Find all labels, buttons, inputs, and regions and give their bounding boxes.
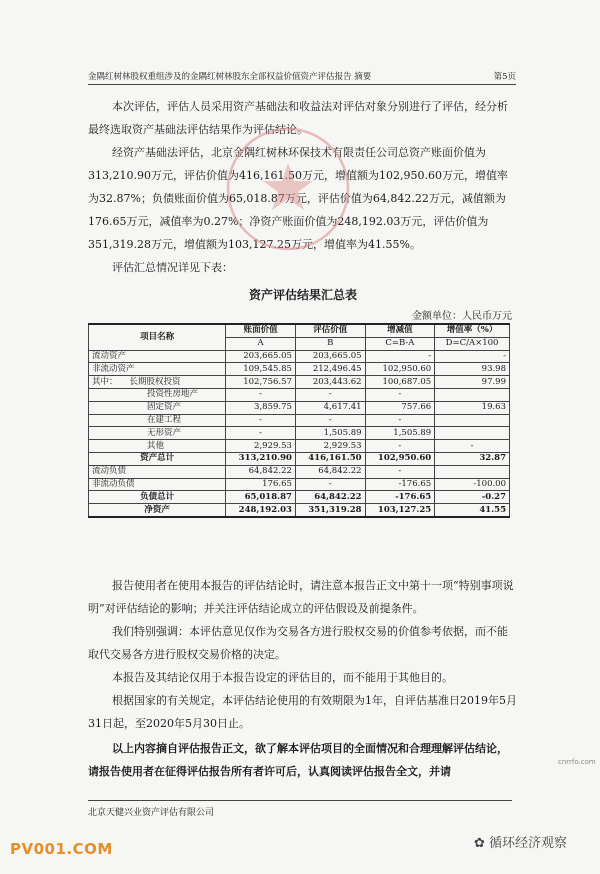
cell-b: 351,319.28 <box>295 504 365 517</box>
header-change-rate: 增值率（%） <box>435 324 510 337</box>
cell-a: 64,842.22 <box>226 465 296 478</box>
cell-d: 32.87 <box>435 452 510 465</box>
subheader-c: C=B-A <box>365 337 435 350</box>
cell-c: 102,950.60 <box>365 452 435 465</box>
cell-a: 176.65 <box>226 478 296 491</box>
header-title: 金隅红树林股权重组涉及的金隅红树林股东全部权益价值资产评估报告 摘要 <box>88 72 372 82</box>
table-row <box>89 504 510 517</box>
cell-a: 248,192.03 <box>226 504 296 517</box>
table-row <box>89 427 510 440</box>
paragraph-validity: 根据国家的有关规定，本评估结论使用的有效期限为1年，自评估基准日2019年5月31日起，至2020年5月30日止。 <box>88 694 517 730</box>
header-book-value: 账面价值 <box>226 324 296 337</box>
cell-d: - <box>435 440 510 453</box>
row-name: 资产总计 <box>89 452 226 465</box>
row-name: 净资产 <box>89 504 226 517</box>
footer-company: 北京天健兴业资产评估有限公司 <box>88 808 215 818</box>
header-item-name: 项目名称 <box>89 324 226 350</box>
cell-c: - <box>365 388 435 401</box>
page-header <box>88 70 516 85</box>
paragraph-purpose: 本报告及其结论仅用于本报告设定的评估目的，而不能用于其他目的。 <box>112 671 453 684</box>
cell-b: 212,496.45 <box>295 363 365 376</box>
watermark-right-text: 循环经济观察 <box>489 836 568 851</box>
cell-c: 100,687.05 <box>365 376 435 389</box>
row-name: 无形资产 <box>89 427 226 440</box>
cell-a: 2,929.53 <box>226 440 296 453</box>
cell-a: - <box>226 427 296 440</box>
row-name: 投资性房地产 <box>89 388 226 401</box>
table-row <box>89 452 510 465</box>
table-row <box>89 376 510 389</box>
cell-c: 102,950.60 <box>365 363 435 376</box>
cell-b: 4,617.41 <box>295 401 365 414</box>
cell-b: 64,842.22 <box>295 491 365 504</box>
cell-b: 416,161.50 <box>295 452 365 465</box>
cell-b: 1,505.89 <box>295 427 365 440</box>
header-appraised-value: 评估价值 <box>295 324 365 337</box>
cell-b: - <box>295 414 365 427</box>
cell-b: 64,842.22 <box>295 465 365 478</box>
row-name: 其他 <box>89 440 226 453</box>
paragraph-table-intro: 评估汇总情况详见下表： <box>112 261 233 274</box>
cell-d: -0.27 <box>435 491 510 504</box>
paragraph-emphasis: 我们特别强调：本评估意见仅作为交易各方进行股权交易的价值参考依据，而不能取代交易各方进行股权交易价格的决定。 <box>88 625 508 661</box>
table-unit: 金额单位：人民币万元 <box>412 311 512 322</box>
cell-c: 757.66 <box>365 401 435 414</box>
company-seal-stamp <box>222 123 354 255</box>
cell-b: - <box>295 478 365 491</box>
paragraph-asset-based-result: 经资产基础法评估，北京金隅红树林环保技术有限责任公司总资产账面价值为313,210.90万元，评估价值为416,161.50万元，增值额为102,950.60万元，增值率为32.87%；负债账面价值为65,018.87万元，评估价值为64,842.22万元，减值额为176.65万元，减值率为0.27%；净资产账面价值为248,192.03万元，评估价值为351,319.28万元，增值额为103,127.25万元，增值率为41.55%。 <box>88 146 508 251</box>
cell-b: 2,929.53 <box>295 440 365 453</box>
subheader-a: A <box>226 337 296 350</box>
cell-c: - <box>365 350 435 363</box>
table-row <box>89 491 510 504</box>
row-name: 非流动资产 <box>89 363 226 376</box>
table-row <box>89 414 510 427</box>
cell-a: 203,665.05 <box>226 350 296 363</box>
row-name: 负债总计 <box>89 491 226 504</box>
cell-c: - <box>365 414 435 427</box>
cell-d: - <box>435 350 510 363</box>
watermark-right <box>474 832 567 851</box>
table-title: 资产评估结果汇总表 <box>248 288 357 302</box>
cell-a: 3,859.75 <box>226 401 296 414</box>
cell-d <box>435 427 510 440</box>
valuation-summary-table <box>88 323 510 518</box>
watermark-small: cnrrfo.com <box>558 758 596 766</box>
row-name: 流动资产 <box>89 350 226 363</box>
paragraph-disclaimer: 以上内容摘自评估报告正文，欲了解本评估项目的全面情况和合理理解评估结论，请报告使用者在征得评估报告所有者许可后，认真阅读评估报告全文，并请 <box>88 742 508 778</box>
footer-divider <box>88 800 512 801</box>
row-name <box>89 376 226 389</box>
cell-c: 103,127.25 <box>365 504 435 517</box>
header-change: 增减值 <box>365 324 435 337</box>
table-row <box>89 401 510 414</box>
row-name: 在建工程 <box>89 414 226 427</box>
cell-a: - <box>226 414 296 427</box>
table-row <box>89 465 510 478</box>
cell-c: -176.65 <box>365 478 435 491</box>
row-name: 固定资产 <box>89 401 226 414</box>
cell-d: 41.55 <box>435 504 510 517</box>
paragraph-method: 本次评估，评估人员采用资产基础法和收益法对评估对象分别进行了评估，经分析最终选取资产基础法评估结果作为评估结论。 <box>88 100 508 136</box>
cell-b: - <box>295 388 365 401</box>
cell-c: - <box>365 465 435 478</box>
cell-d: -100.00 <box>435 478 510 491</box>
cell-d <box>435 465 510 478</box>
cell-d: 97.99 <box>435 376 510 389</box>
subheader-b: B <box>295 337 365 350</box>
cell-c: - <box>365 440 435 453</box>
table-row <box>89 350 510 363</box>
cell-d: 19.63 <box>435 401 510 414</box>
watermark-left: PV001.COM <box>10 840 113 858</box>
cell-c: 1,505.89 <box>365 427 435 440</box>
cell-b: 203,665.05 <box>295 350 365 363</box>
cell-b: 203,443.62 <box>295 376 365 389</box>
cell-a: 102,756.57 <box>226 376 296 389</box>
table-row <box>89 478 510 491</box>
page-number: 第5页 <box>493 72 516 82</box>
paragraph-usage-note: 报告使用者在使用本报告的评估结论时，请注意本报告正文中第十一项“特别事项说明”对评估结论的影响；并关注评估结论成立的评估假设及前提条件。 <box>88 579 514 615</box>
row-name: 流动负债 <box>89 465 226 478</box>
cell-d <box>435 388 510 401</box>
row-prefix: 其中： <box>92 376 118 387</box>
cell-d: 93.98 <box>435 363 510 376</box>
cell-a: - <box>226 388 296 401</box>
row-label: 长期股权投资 <box>129 376 181 387</box>
subheader-d: D=C/A×100 <box>435 337 510 350</box>
table-row <box>89 440 510 453</box>
wechat-icon: ✿ <box>474 836 485 851</box>
table-row <box>89 388 510 401</box>
cell-a: 109,545.85 <box>226 363 296 376</box>
row-name: 非流动负债 <box>89 478 226 491</box>
cell-c: -176.65 <box>365 491 435 504</box>
cell-a: 313,210.90 <box>226 452 296 465</box>
cell-a: 65,018.87 <box>226 491 296 504</box>
table-row <box>89 363 510 376</box>
cell-d <box>435 414 510 427</box>
